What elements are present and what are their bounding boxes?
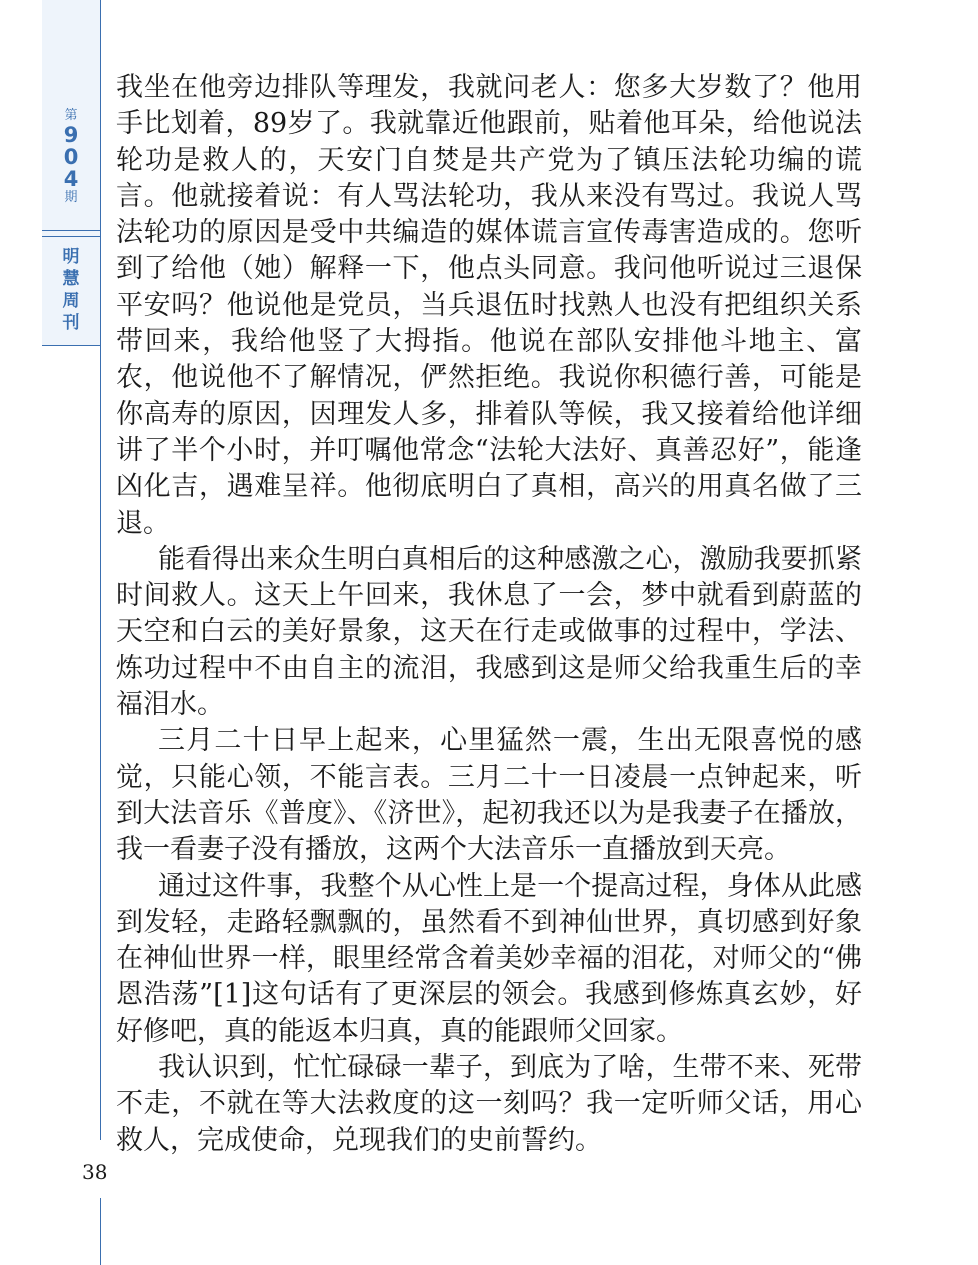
tab-divider-bottom	[42, 236, 100, 237]
issue-label	[42, 108, 100, 206]
paragraph-2: 能看得出来众生明白真相后的这种感激之心，激励我要抓紧时间救人。这天上午回来，我休息了一会，梦中就看到蔚蓝的天空和白云的美好景象，这天在行走或做事的过程中，学法、炼功过程中不由自主的流泪，我感到这是师父给我重生后的幸福泪水。	[116, 543, 862, 721]
margin-rule	[100, 0, 101, 1140]
publication-name	[42, 246, 100, 334]
paragraph-1: 我坐在他旁边排队等理发，我就问老人：您多大岁数了？他用手比划着，89岁了。我就靠近他跟前，贴着他耳朵，给他说法轮功是救人的，天安门自焚是共产党为了镇压法轮功编的谎言。他就接着说：有人骂法轮功，我从来没有骂过。我说人骂法轮功的原因是受中共编造的媒体谎言宣传毒害造成的。您听到了给他（她）解释一下，他点头同意。我问他听说过三退保平安吗？他说他是党员，当兵退伍时找熟人也没有把组织关系带回来，我给他竖了大拇指。他说在部队安排他斗地主、富农，他说他不了解情况，俨然拒绝。我说你积德行善，可能是你高寿的原因，因理发人多，排着队等候，我又接着给他详细讲了半个小时，并叮嘱他常念“法轮大法好、真善忍好”，能逢凶化吉，遇难呈祥。他彻底明白了真相，高兴的用真名做了三退。	[116, 72, 862, 539]
tab-bottom-rule	[42, 345, 100, 346]
tab-divider-top	[42, 230, 100, 231]
publication-title: 明慧周刊	[62, 247, 80, 333]
article-body	[116, 70, 862, 1159]
issue-suffix: 期	[64, 190, 78, 205]
paragraph-4: 通过这件事，我整个从心性上是一个提高过程，身体从此感到发轻，走路轻飘飘的，虽然看不到神仙世界，真切感到好象在神仙世界一样，眼里经常含着美妙幸福的泪花，对师父的“佛恩浩荡”[1]这句话有了更深层的领会。我感到修炼真玄妙，好好修吧，真的能返本归真，真的能跟师父回家。	[116, 870, 862, 1047]
issue-number: 904	[63, 123, 79, 191]
issue-prefix: 第	[64, 108, 78, 123]
paragraph-5: 我认识到，忙忙碌碌一辈子，到底为了啥，生带不来、死带不走，不就在等大法救度的这一刻吗？我一定听师父话，用心救人，完成使命，兑现我们的史前誓约。	[116, 1052, 862, 1156]
margin-rule-lower	[100, 1198, 101, 1265]
issue-tab	[42, 0, 100, 346]
page-number: 38	[82, 1160, 108, 1184]
paragraph-3: 三月二十日早上起来，心里猛然一震，生出无限喜悦的感觉，只能心领，不能言表。三月二十一日凌晨一点钟起来，听到大法音乐《普度》、《济世》，起初我还以为是我妻子在播放，我一看妻子没有播放，这两个大法音乐一直播放到天亮。	[116, 725, 862, 866]
